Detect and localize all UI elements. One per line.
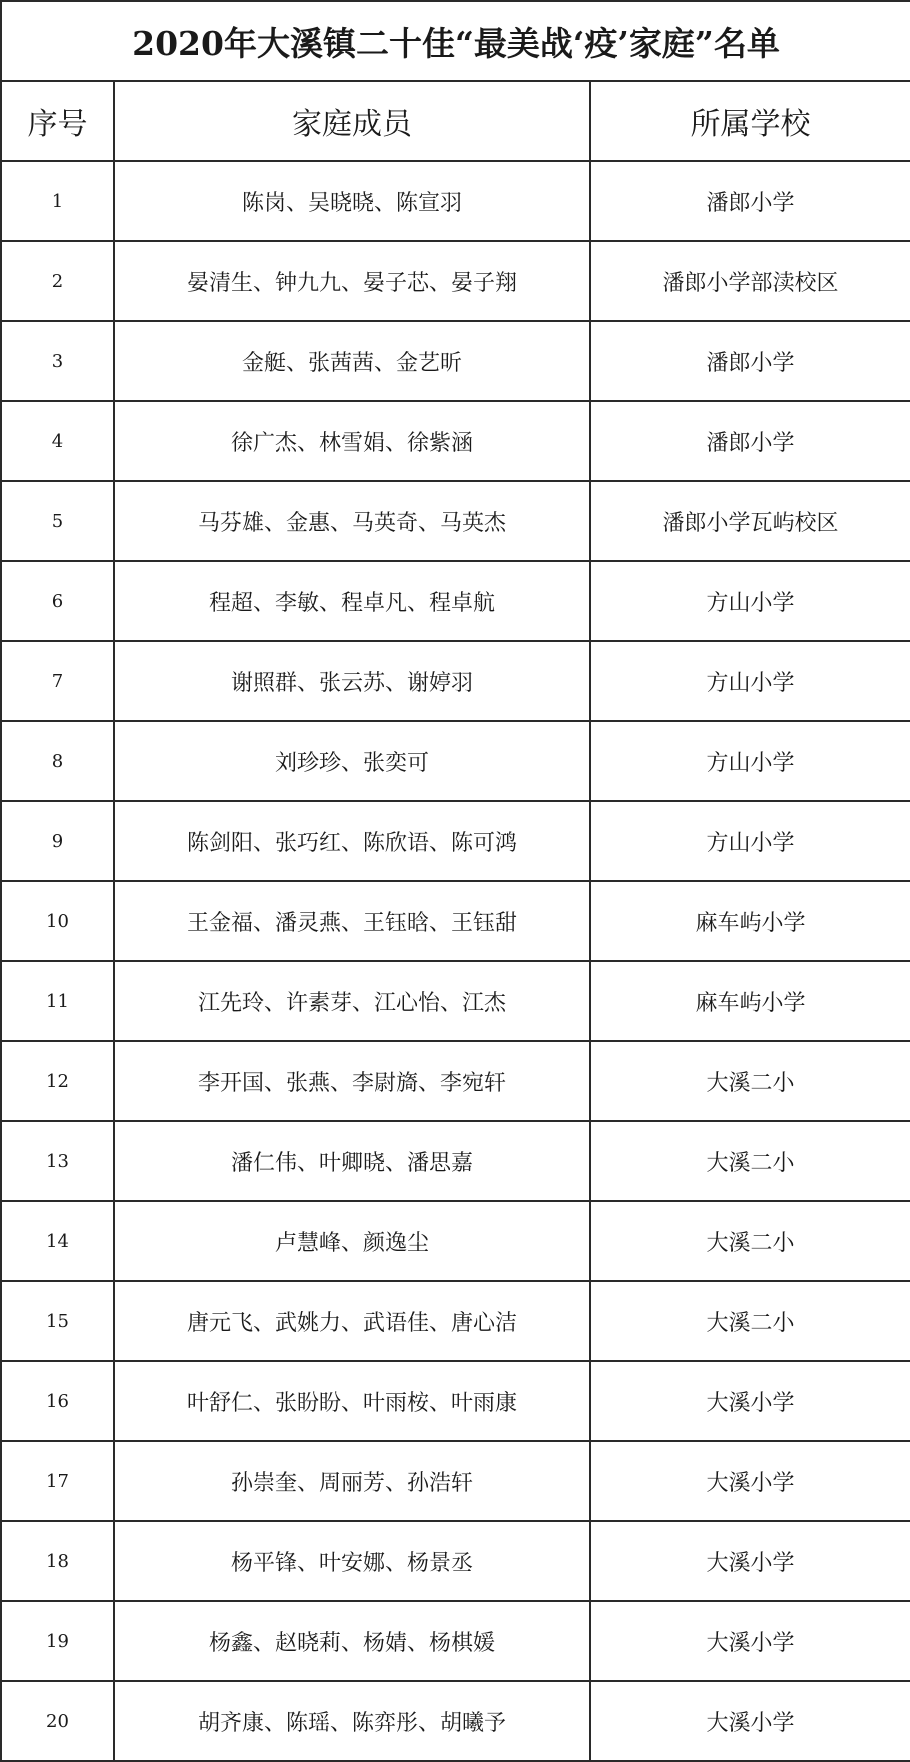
family-members-cell: 陈岗、吴晓晓、陈宣羽 <box>114 161 590 241</box>
table-row <box>1 1361 910 1441</box>
school-cell: 麻车屿小学 <box>590 961 910 1041</box>
family-members-cell: 杨平锋、叶安娜、杨景丞 <box>114 1521 590 1601</box>
family-members-cell: 刘珍珍、张奕可 <box>114 721 590 801</box>
table-row <box>1 1441 910 1521</box>
row-number-cell: 4 <box>1 401 114 481</box>
table-row <box>1 1521 910 1601</box>
family-members-cell: 胡齐康、陈瑶、陈弈彤、胡曦予 <box>114 1681 590 1761</box>
table-row <box>1 881 910 961</box>
table-row <box>1 1041 910 1121</box>
row-number-cell: 9 <box>1 801 114 881</box>
family-members-cell: 金艇、张茜茜、金艺昕 <box>114 321 590 401</box>
school-cell: 方山小学 <box>590 641 910 721</box>
row-number-cell: 15 <box>1 1281 114 1361</box>
table-row <box>1 1201 910 1281</box>
table-row <box>1 801 910 881</box>
school-cell: 大溪小学 <box>590 1441 910 1521</box>
school-cell: 方山小学 <box>590 561 910 641</box>
table-row <box>1 241 910 321</box>
family-members-cell: 潘仁伟、叶卿晓、潘思嘉 <box>114 1121 590 1201</box>
row-number-cell: 18 <box>1 1521 114 1601</box>
school-cell: 潘郎小学瓦屿校区 <box>590 481 910 561</box>
row-number-cell: 13 <box>1 1121 114 1201</box>
title-row <box>1 1 910 81</box>
school-cell: 潘郎小学部渎校区 <box>590 241 910 321</box>
school-cell: 大溪小学 <box>590 1681 910 1761</box>
family-members-cell: 唐元飞、武姚力、武语佳、唐心洁 <box>114 1281 590 1361</box>
header-school: 所属学校 <box>590 81 910 161</box>
family-members-cell: 江先玲、许素芽、江心怡、江杰 <box>114 961 590 1041</box>
table-row <box>1 1281 910 1361</box>
school-cell: 方山小学 <box>590 721 910 801</box>
school-cell: 大溪二小 <box>590 1041 910 1121</box>
row-number-cell: 14 <box>1 1201 114 1281</box>
family-members-cell: 徐广杰、林雪娟、徐紫涵 <box>114 401 590 481</box>
school-cell: 大溪二小 <box>590 1121 910 1201</box>
family-members-cell: 卢慧峰、颜逸尘 <box>114 1201 590 1281</box>
school-cell: 麻车屿小学 <box>590 881 910 961</box>
row-number-cell: 8 <box>1 721 114 801</box>
header-no: 序号 <box>1 81 114 161</box>
family-members-cell: 杨鑫、赵晓莉、杨婧、杨棋媛 <box>114 1601 590 1681</box>
row-number-cell: 12 <box>1 1041 114 1121</box>
row-number-cell: 17 <box>1 1441 114 1521</box>
table-row <box>1 1681 910 1761</box>
family-members-cell: 晏清生、钟九九、晏子芯、晏子翔 <box>114 241 590 321</box>
family-members-cell: 程超、李敏、程卓凡、程卓航 <box>114 561 590 641</box>
school-cell: 大溪二小 <box>590 1201 910 1281</box>
school-cell: 大溪二小 <box>590 1281 910 1361</box>
school-cell: 潘郎小学 <box>590 321 910 401</box>
table-row <box>1 561 910 641</box>
row-number-cell: 19 <box>1 1601 114 1681</box>
family-members-cell: 李开国、张燕、李尉旖、李宛轩 <box>114 1041 590 1121</box>
family-members-cell: 孙崇奎、周丽芳、孙浩轩 <box>114 1441 590 1521</box>
table-row <box>1 721 910 801</box>
table-row <box>1 161 910 241</box>
family-members-cell: 谢照群、张云苏、谢婷羽 <box>114 641 590 721</box>
school-cell: 潘郎小学 <box>590 401 910 481</box>
family-members-cell: 马芬雄、金惠、马英奇、马英杰 <box>114 481 590 561</box>
table-row <box>1 641 910 721</box>
family-members-cell: 王金福、潘灵燕、王钰晗、王钰甜 <box>114 881 590 961</box>
row-number-cell: 20 <box>1 1681 114 1761</box>
row-number-cell: 7 <box>1 641 114 721</box>
table-title: 2020年大溪镇二十佳“最美战‘疫’家庭”名单 <box>1 1 910 81</box>
table-row <box>1 401 910 481</box>
school-cell: 大溪小学 <box>590 1601 910 1681</box>
row-number-cell: 1 <box>1 161 114 241</box>
row-number-cell: 10 <box>1 881 114 961</box>
roster-body <box>1 161 910 1761</box>
school-cell: 潘郎小学 <box>590 161 910 241</box>
row-number-cell: 6 <box>1 561 114 641</box>
row-number-cell: 11 <box>1 961 114 1041</box>
school-cell: 大溪小学 <box>590 1521 910 1601</box>
table-row <box>1 321 910 401</box>
row-number-cell: 5 <box>1 481 114 561</box>
family-members-cell: 叶舒仁、张盼盼、叶雨桉、叶雨康 <box>114 1361 590 1441</box>
header-members: 家庭成员 <box>114 81 590 161</box>
table-row <box>1 1601 910 1681</box>
table-row <box>1 961 910 1041</box>
table-row <box>1 1121 910 1201</box>
school-cell: 大溪小学 <box>590 1361 910 1441</box>
table-row <box>1 481 910 561</box>
row-number-cell: 16 <box>1 1361 114 1441</box>
school-cell: 方山小学 <box>590 801 910 881</box>
row-number-cell: 2 <box>1 241 114 321</box>
family-members-cell: 陈剑阳、张巧红、陈欣语、陈可鸿 <box>114 801 590 881</box>
header-row <box>1 81 910 161</box>
row-number-cell: 3 <box>1 321 114 401</box>
